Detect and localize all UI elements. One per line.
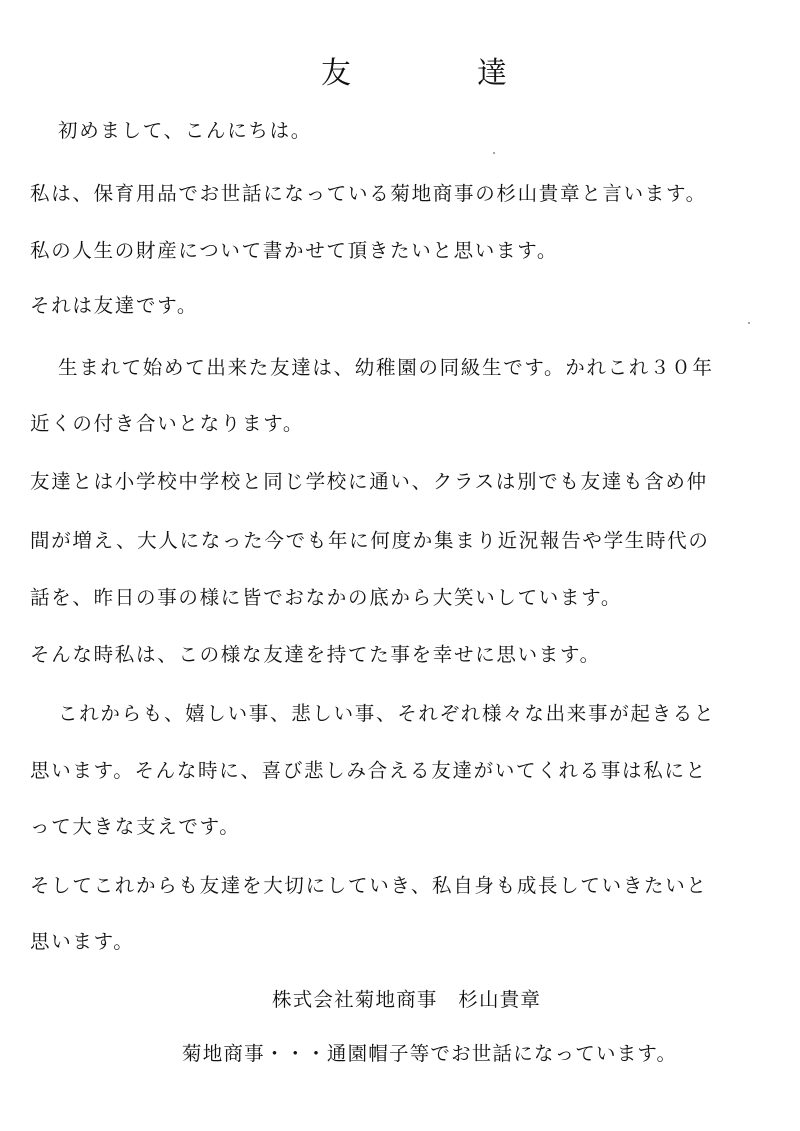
document-title: 友 達 — [321, 56, 555, 91]
paragraph-line: 思います。そんな時に、喜び悲しみ合える友達がいてくれる事は私にと — [30, 759, 707, 782]
paragraph-line: 話を、昨日の事の様に皆でおなかの底から大笑いしています。 — [30, 586, 623, 609]
paragraph-line: それは友達です。 — [30, 294, 199, 317]
paragraph-line: そしてこれからも友達を大切にしていき、私自身も成長していきたいと — [30, 874, 708, 897]
paragraph-line: 私の人生の財産について書かせて頂きたいと思います。 — [30, 239, 559, 262]
paragraph-line: 近くの付き合いとなります。 — [30, 412, 305, 435]
footnote: 菊地商事・・・通園帽子等でお世話になっています。 — [182, 1042, 678, 1065]
signature: 株式会社菊地商事 杉山貴章 — [272, 988, 542, 1011]
scan-speck — [493, 152, 495, 154]
paragraph-line: 初めまして、こんにちは。 — [58, 119, 313, 142]
paragraph-line: って大きな支えです。 — [30, 815, 241, 838]
paragraph-line: そんな時私は、この様な友達を持てた事を幸せに思います。 — [30, 643, 601, 666]
paragraph-line: 私は、保育用品でお世話になっている菊地商事の杉山貴章と言います。 — [30, 182, 707, 205]
paragraph-line: 生まれて始めて出来た友達は、幼稚園の同級生です。かれこれ３０年 — [58, 356, 714, 379]
paragraph-line: 思います。 — [30, 930, 135, 953]
paragraph-line: これからも、嬉しい事、悲しい事、それぞれ様々な出来事が起きると — [58, 702, 716, 725]
paragraph-line: 友達とは小学校中学校と同じ学校に通い、クラスは別でも友達も含め仲 — [30, 470, 708, 493]
paragraph-line: 間が増え、大人になった今でも年に何度か集まり近況報告や学生時代の — [30, 529, 710, 552]
scan-speck — [748, 322, 750, 324]
